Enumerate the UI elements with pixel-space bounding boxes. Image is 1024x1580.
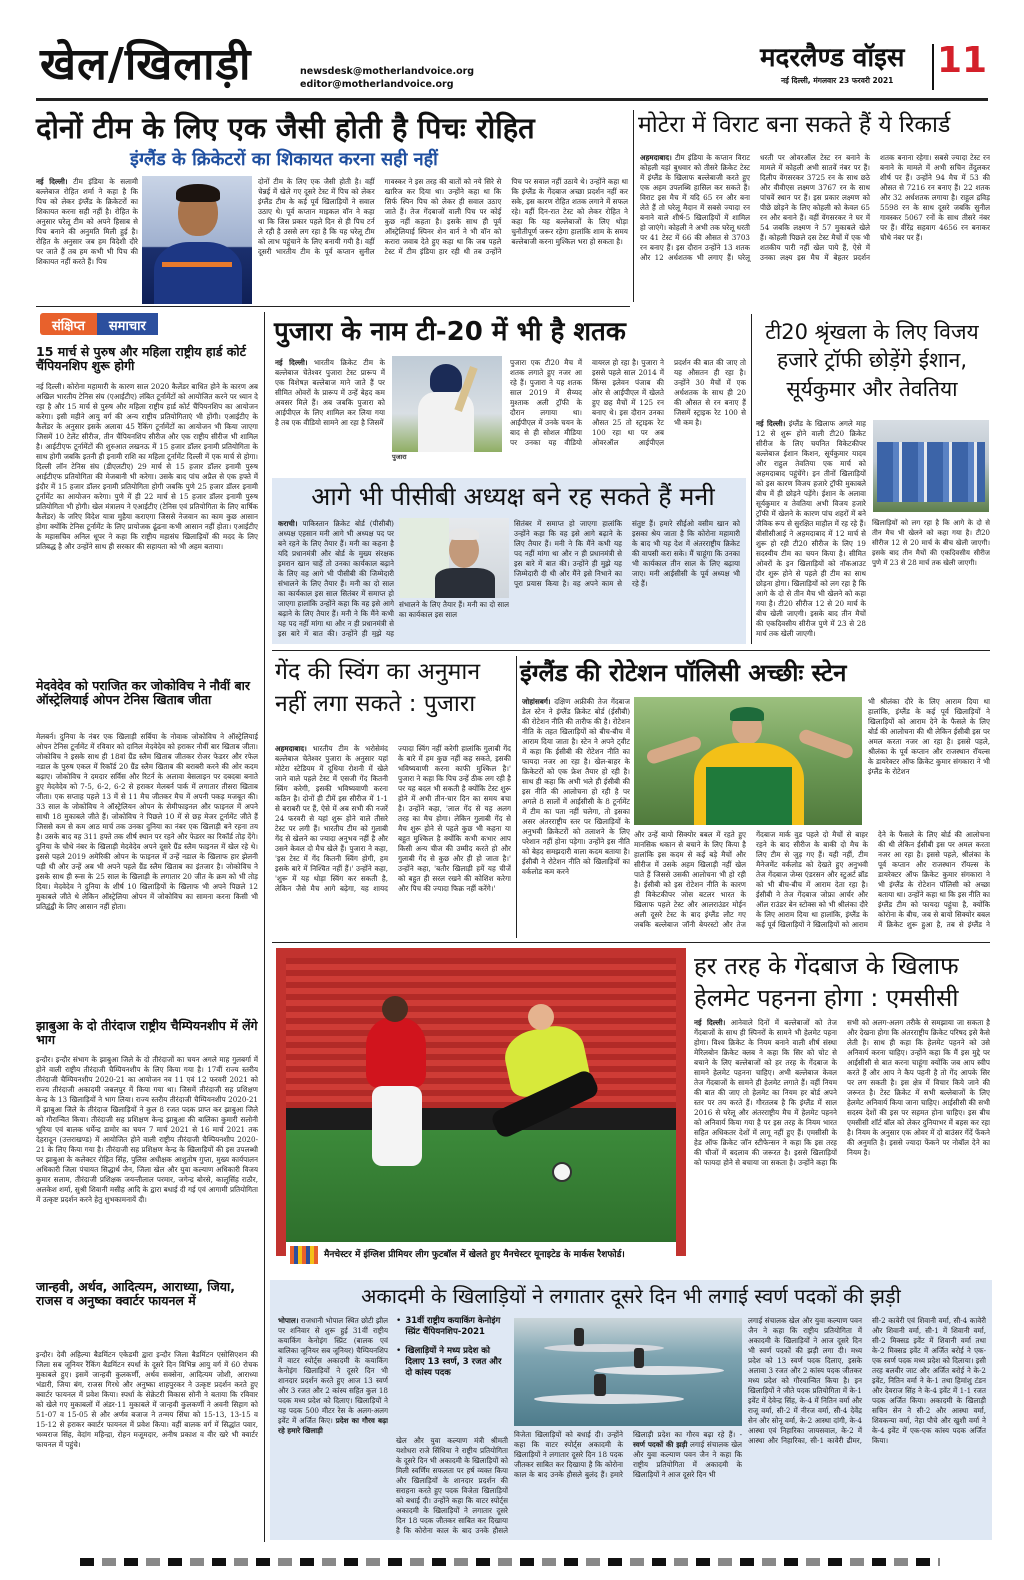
rule-rohit-bottom [36,306,630,307]
brief-4-body: इन्दौर। देवी अहिल्या बैडमिंटन एकेडमी द्वारा इन्दौर जिला बैडमिंटन एसोसिएशन की जिला सब जूनियर रैंकिंग बैडमिंटन स्पर्धा के दूसरे दिन विभिन्न आयु वर्ग में 60 रोचक मुकाबले हुए। इसमें जान्हवी कुलकर्णी, अर्थव सक्सेना, आदित्यम जोशी, आराध्या भंडारी, जिया बंग, राजस गिरधे और अनुष्का शाहपुरकर ने उत्कृष्ट प्रदर्शन करते हुए क्वार्टर फायनल में प्रवेश किया। स्पर्धा के सेक्रेटरी विकास सोनी ने बताया कि रविवार को खेले गए मुकाबलों में अंडर-11 मुकाबले में जान्हवी कुलकर्णी ने अवनी सिहाग को 51-07 व 15-05 से और अर्णव बजाज ने तन्मय सिंघा को 15-13, 13-15 व 15-12 से हराकर क्वार्टर फायनल में प्रवेश किया। वहीं बालक वर्ग में सिद्धांत पवार, भव्यराज सिंह, वेदांग महिन्द्रा, रोहन मजूमदार, अनीष प्रकाश व वीर खरे भी क्वार्टर फायनल में पहुंचे। [36,1350,258,1449]
header-divider [932,44,934,90]
brief-3-title: झाबुआ के दो तीरंदाज राष्ट्रीय चैम्पियनशीप में लेंगे भाग [36,1018,258,1048]
mani-headline: आगे भी पीसीबी अध्यक्ष बने रह सकते हैं मनी [311,482,715,511]
steyn-body2: और उन्हें बायो सिक्योर बबल में रहते हुए मानसिक थकान से बचाने के लिए किया है हालांकि इस कदम से कई बड़े मैचों और सीरीज में उसके अहम खिलाड़ी नहीं खेल पाते हैं जिससे उसकी आलोचना भी हो रही है। ईसीबी को इस रोटेशन नीति के कारण ही विकेटकीपर जोस बटलर भारत के खिलाफ पहले टेस्ट और आलराउंडर मोईन अली दूसरे टेस्ट के बाद इंग्लैंड लौट गए जबकि बल्लेबाज जॉनी बेयरस्टो और तेज गेंदबाज मार्क वुड पहले दो मैचों से बाहर रहने के बाद सीरीज के बाकी दो मैच के लिए टीम से जुड़ गए हैं। यही नहीं, टीम मैनेजमेंट वर्कलोड को देखते हुए अनुभवी तेज गेंदबाज जेम्स एंडरसन और स्टुअर्ट ब्रॉड को भी बीच-बीच में आराम देता रहा है। ईसीबी ने तेज गेंदबाज जोफ्रा आर्चर और ऑल राउंडर बेन स्टोक्स को भी श्रीलंका दौरे के लिए आराम दिया था हालांकि, इंग्लैंड के कई पूर्व खिलाड़ियों ने खिलाड़ियों को आराम देने के फैसले के लिए बोर्ड की आलोचना की थी लेकिन ईसीबी इस पर अमल करता नजर आ रहा है। इससे पहले, श्रीलंका के पूर्व कप्तान और राजस्थान रॉयल्स के डायरेक्टर ऑफ क्रिकेट कुमार संगकारा ने भी इंग्लैंड के रोटेशन पॉलिसी को अच्छा बताया था। उन्होंने कहा था कि इस नीति का इंग्लैंड टीम को फायदा पहुंचा है, क्योंकि कोरोना के बीच, जब से बायो सिक्योर बबल में क्रिकेट शुरू हुआ है, तब से इंग्लैंड ने [634,830,990,929]
swing-body: अहमदाबाद। भारतीय टीम के भरोसेमंद बल्लेबाज चेतेश्वर पुजारा के अनुसार यहां मोटेरा स्टेडियम में दूधिया रोशनी में खेले जाने वाले पहले टेस्ट में एसजी गेंद कितनी स्विंग करेगी, इसकी भविष्यवाणी करना कठिन है। दोनों ही टीमें इस सीरीज में 1-1 से बराबरी पर हैं, ऐसे में अब सभी की नजरें 24 फरवरी से यहां शुरू होने वाले तीसरे टेस्ट पर लगी हैं। भारतीय टीम को गुलाबी गेंद से खेलने का ज्यादा अनुभव नहीं है और उसने केवल दो मैच खेले हैं। पुजारा ने कहा, 'इस टेस्ट में गेंद कितनी स्विंग होगी, हम इसके बारे में निश्चित नहीं हैं।' उन्होंने कहा, 'शुरू में यह थोड़ा स्विंग कर सकती है, लेकिन जैसे मैच आगे बढ़ेगा, यह शायद ज्यादा स्विंग नहीं करेगी हालांकि गुलाबी गेंद के बारे में हम कुछ नहीं कह सकते, इसकी भविष्यवाणी करना काफी मुश्किल है।' पुजारा ने कहा कि पिच उन्हें ठीक लग रही है पर यह बदल भी सकती है क्योंकि टेस्ट शुरू होने में अभी तीन-चार दिन का समय बचा है। उन्होंने कहा, 'लाल गेंद से यह अलग तरह का मैच होगा। लेकिन गुलाबी गेंद से मैच शुरू होने से पहले कुछ भी कहना या बहुत मुश्किल है क्योंकि कभी कभार आप किसी अन्य चीज की उम्मीद करते हो और गुलाबी गेंद से कुछ और ही हो जाता है।' उन्होंने कहा, 'बतौर खिलाड़ी हमें यह चीजें को बहुत ही सरल रखने की कोशिश करेगा और पिच की ज्यादा फिक्र नहीं करेंगे।' [275,744,511,893]
brief-2-body: मेलबर्न। दुनिया के नंबर एक खिलाड़ी सर्बिया के नोवाक जोकोविच ने ऑस्ट्रेलियाई ओपन टेनिस टूर्नामेंट में रविवार को दानिल मेदवेदेव को हराकर नौवीं बार खिताब जीता। जोकोविच ने इसके साथ ही 18वां ग्रैंड स्लैम खिताब जीतकर रोजर फेडरर और रफेल नडाल के पुरुष एकल में रिकॉर्ड 20 ग्रैंड स्लैम खिताब की बराबरी करने की ओर कदम बढ़ाए। जोकोविच ने दमदार सर्विस और रिटर्न के अलावा बेसलाइन पर दबदबा बनाते हुए मेदवेदेव को 7-5, 6-2, 6-2 से हराकर मेलबर्न पार्क में लगातार तीसरा खिताब जीता। एक सप्ताह पहले 13 में से 11 मैच जीतकर मैच में अपनी पकड़ मजबूत की। 33 साल के जोकोविच ने ऑस्ट्रेलियन ओपन के सेमीफाइनल और फाइनल में अपने साथी 18 मुकाबले जीते हैं। जोकोविच ने पिछले 10 में से छह मेजर टूर्नामेंट जीते हैं जिससे कम से कम आठ मार्च तक उनका दुनिया का नंबर एक खिलाड़ी बने रहना तय है। उसके बाद वह 311 हफ्ते तक शीर्ष स्थान पर रहने और फेडरर का रिकॉर्ड तोड़ देंगे। दुनिया के चौथे नंबर के खिलाड़ी मेदवेदेव अपने दूसरे ग्रैंड स्लैम फाइनल में खेल रहे थे। इससे पहले 2019 अमेरिकी ओपन के फाइनल में उन्हें नडाल के खिलाफ हार झेलनी पड़ी थी और उन्हें अब भी अपने पहले ग्रैंड स्लैम खिताब का इंतजार है। जोकोविच ने इसके साथ ही रूस के 25 साल के खिलाड़ी के लगातार 20 जीत के क्रम को भी तोड़ दिया। मेदवेदेव ने दुनिया के शीर्ष 10 खिलाड़ियों के खिलाफ भी अपने पिछले 12 मुकाबले जीते थे लेकिन ऑस्ट्रेलिया ओपन में जोकोविच का सामना करना किसी भी प्रतिद्वंद्वी के लिए आसान नहीं होता। [36,732,258,911]
players-group [877,442,985,502]
kayak-3 [534,1394,684,1404]
edition-date: नई दिल्ली, मंगलवार 23 फरवरी 2021 [781,76,894,85]
mani-body3: सितंबर में समाप्त हो जाएगा हालांकि उन्होंने कहा कि वह इसे आगे बढ़ाने के लिए तैयार हैं। मनी ने कि मैंने कभी यह पद नहीं मांगा था और न ही प्रधानमंत्री से इस बारे में बात की। उन्होंने ही मुझे यह जिम्मेदारी दी थी और मैंने इसे निभाने का पूरा प्रयास किया है। वह अपने काम से संतुष्ट हैं। हमारे सीईओ वसीम खान को इसका श्रेय जाता है कि कोरोना महामारी के बाद भी यह देश में अंतरराष्ट्रीय क्रिकेट की वापसी करा सके। मैं चाहूंगा कि उनका भी कार्यकाल तीन साल के लिए बढ़ाया जाए। मनी आईसीसी के पूर्व अध्यक्ष भी रहे हैं। [514,519,740,588]
mani-suit [435,568,495,598]
helmet-headline: हर तरह के गेंदबाज के खिलाफ हेलमेट पहनना होगा : एमसीसी [694,952,959,1013]
rohit-headline: दोनों टीम के लिए एक जैसी होती है पिचः रोहित [36,111,535,145]
academy-sub1: प्रदेश का गौरव बढ़ा रहे हमारे खिलाड़ी [278,1416,388,1435]
rohit-hair [176,184,220,202]
brief-3-body: इन्दौर। इन्दौर संभाग के झाबुआ जिले के दो तीरंदाजों का चयन अगले माह गुलबर्गा में होने वाली राष्ट्रीय तीरंदाजी चैम्पियनशीप के लिए किया गया है। 17वीं राज्य स्तरीय तीरंदाजी चैम्पियनशीप 2020-21 का आयोजन नव 11 एवं 12 फरवरी 2021 को राज्य तीरंदाजी अकादमी जबलपुर में किया गया था। जिसमें तीरंदाजी सह प्रशिक्षण केन्द्र के 13 खिलाड़ियों ने भाग लिया। राज्य स्तरीय तीरंदाजी चैम्पियनशीप 2020-21 में झाबुआ जिले के तीरंदाज खिलाड़ियों ने कुल 8 रजत पदक प्राप्त कर झाबुआ जिले को गौरान्वित किया। तीरंदाजी सह प्रशिक्षण केन्द्र झाबुआ की बालिका कुमारी सलोनी भूरिया एवं बालक धर्मेन्द्र डामोर का चयन 7 मार्च 2021 से 16 मार्च 2021 तक देहरादून (उत्तराखण्ड) में आयोजित होने वाली राष्ट्रीय तीरंदाजी चैम्पियनशीप 2020-21 के लिए किया गया है। तीरंदाजी सह प्रशिक्षण केन्द्र के खिलाड़ियों की इस उपलब्धी पर झाबुआ के कलेक्टर रोहित सिंह, पुलिस अधीक्षक आशुतोष गुप्ता, मुख्य कार्यपालन अधिकारी जिला पंचायत सिद्धार्थ जैन, जिला खेल और युवा कल्याण अधिकारी विजय कुमार सलाम, तीरंदाजी प्रशिक्षक जयन्तीलाल परमार, जगेन्द्र बोरसे, कालूसिंह राठौर, अलकेश शर्मा, सुश्री शिवानी मसीह आदि के द्वारा बधाई दी गई एवं आगामी प्रतियोगिता में उत्कृष्ट प्रदर्शन करने हेतु शुभकामनायें दी। [36,1055,258,1204]
rohit-body: दोनों टीम के लिए एक जैसी होती है। वहीं चेन्नई में खेले गए दूसरे टेस्ट में पिच को लेकर इंग्लैंड टीम के कई पूर्व खिलाड़ियों ने सवाल उठाए थे। पूर्व कप्तान माइकल वॉन ने कहा था कि जिस प्रकार पहले दिन से ही पिच टर्न ले रही है उससे लग रहा है कि यह घरेलू टीम को लाभ पहुंचाने के लिए बनायी गयी है। वहीं दूसरी भारतीय टीम के पूर्व कप्तान सुनील गावस्कर ने इस तरह की बातों को नये सिरे से खारिज कर दिया था। उन्होंने कहा था कि सिर्फ स्पिन पिच को लेकर ही सवाल उठाए जाते हैं। तेज गेंदबाजों वाली पिच पर कोई कुछ नहीं कहता है। इसके साथ ही पूर्व ऑस्ट्रेलियाई स्पिनर शेन वार्न ने भी वॉन को करारा जवाब देते हुए कहा था कि जब पहले टेस्ट में टीम इंडिया हार रही थी तब उन्होंने पिच पर सवाल नहीं उठाये थे। उन्होंने कहा था कि इंग्लैंड के गेंदबाज अच्छा प्रदर्शन नहीं कर सके, इस कारण रोहित शतक लगाने में सफल रहे। वहीं दिन-रात टेस्ट को लेकर रोहित ने कहा कि यह बल्लेबाजों के लिए थोड़ा चुनौतीपूर्ण जरूर रहेगा हालांकि शाम के समय बल्लेबाजी करना मुश्किल भरा हो सकता है। [258,177,628,256]
virat-headline: मोटेरा में विराट बना सकते हैं ये रिकार्ड [638,112,951,138]
rule-swing-right [516,656,517,938]
player-red [366,1018,426,1088]
ishan-photo [873,420,989,512]
player-yellow-head [528,1004,554,1030]
academy-bullet-1: • 31वीं राष्ट्रीय कयाकिंग केनोइंग स्प्रिंट चैंपियनशिप-2021 [396,1316,501,1337]
brief-label-part1: संक्षिप्त [40,313,97,335]
academy-body2: लगाई संचालक खेल और युवा कल्याण पवन जैन ने कहा कि राष्ट्रीय प्रतियोगिता में अकादमी के खिलाड़ियों ने आज दूसरे दिन भी स्वर्ण पदकों की झड़ी लगा दी। मध्य प्रदेश को 13 स्वर्ण पदक दिलाए, इसके अलावा 3 रजत और 2 कांस्य पदक जीतकर मध्य प्रदेश को गौरवान्वित किया है। इन खिलाड़ियों ने जीते पदक प्रतियोगिता में के-1 इवेंट में देवेन्द्र सिंह, के-4 में नितिन वर्मा और राजू वर्मा, सी-2 में नीरज वर्मा, सी-4 देवेंद्र सेन और सोनू वर्मा, के-2 आस्था दांगी, के-4 आस्था एवं निहारिका जायसवाल, के-2 में आस्था और निहारिका, सी-1 कावेरी ढीमर, सी-2 कावेरी एवं शिवानी वर्मा, सी-4 कावेरी और शिवानी वर्मा, सी-1 में शिवानी वर्मा, सी-2 मिक्सड इवेंट में शिवानी वर्मा तथा के-2 मिक्सड इवेंट में अर्जित बरोई ने एक-एक स्वर्ण पदक मध्य प्रदेश को दिलाया। इसी तरह बलवीर जाट और अर्जित बरोई ने के-2 इवेंट, नितिन वर्मा ने के-1 तथा हिमांशु टंडन और देवराज सिंह ने के-4 इवेंट में 1-1 रजत पदक अर्जित किया। अकादमी के खिलाड़ी सचिन सेन ने सी-2 और आस्था वर्मा, शिवकन्या वर्मा, नेहा पौचे और खुशी वर्मा ने के-4 इवेंट में एक-एक कांस्य पदक अर्जित किया। [748,1316,986,1445]
ishan-body2: खिलाड़ियों को लग रहा है कि आगे के दो से तीन मैच भी खेलने को कहा गया है। टी20 सीरीज 12 से 20 मार्च के बीच खेली जाएगी। इसके बाद तीन मैचों की एकदिवसीय सीरीज पुणे में 23 से 28 मार्च तक खेली जाएगी। [872,519,990,567]
academy-body1: भोपाल। राजधानी भोपाल स्थित छोटी झील पर शनिवार से शुरू हुई 31वीं राष्ट्रीय कयाकिंग केनोइंग स्प्रिंट (बालक एवं बालिका जूनियर सब जूनियर) चैम्पियनशिप में वाटर स्पोर्ट्स अकादमी के कयाकिंग केनोइंग खिलाड़ियों ने दूसरे दिन भी शानदार प्रदर्शन करते हुए आज 13 स्वर्ण और 3 रजत और 2 कांस्य सहित कुल 18 पदक मध्य प्रदेश को दिलाए। खिलाड़ियों ने यह पदक 500 मीटर रेस के अलग-अलग इवेंट में अर्जित किए। प्रदेश का गौरव बढ़ा रहे हमारे खिलाड़ी [278,1316,388,1435]
player-red-head [382,996,408,1022]
rule-mid-1 [272,650,990,651]
pujara-headline: पुजारा के नाम टी-20 में भी है शतक [274,317,626,347]
brief-label-part2: समाचार [97,313,158,335]
pujara-photo [392,356,502,452]
ishan-body1: नई दिल्ली। इंग्लैंड के खिलाफ अगले माह 12 से शुरू होने वाली टी20 क्रिकेट सीरीज के लिए चयनित विकेटकीपर बल्लेबाज ईशान किशन, सूर्यकुमार यादव और राहुल तेवतिया एक मार्च को अहमदाबाद पहुंचेंगे। इन तीनों खिलाड़ियों को इस कारण विजय हजारे ट्रॉफी मुकाबले बीच में ही छोड़ने पड़ेंगे। ईशान के अलावा सूर्यकुमार व तेवतिया अभी विजय हजारे ट्रॉफी में खेलने के कारण पांच शहरों में बने जैविक रूप से सुरक्षित माहौल में रह रहे हैं। बीसीसीआई ने अहमदाबाद में 12 मार्च से शुरू हो रही टी20 सीरीज के लिए 19 सदस्यीय टीम का चयन किया है। सीमित ओवरों के इन खिलाड़ियों को नॉकआउट दौर शुरू होने से पहले ही टीम का साथ छोड़ना होगा। खिलाड़ियों को लग रहा है कि आगे के दो से तीन मैच भी खेलने को कहा गया है। टी20 सीरीज 12 से 20 मार्च के बीच खेली जाएगी। इसके बाद तीन मैचों की एकदिवसीय सीरीज पुणे में 23 से 28 मार्च तक खेली जाएगी। [756,419,866,638]
paddler-2 [634,1348,644,1368]
rohit-intro: नई दिल्ली। टीम इंडिया के सलामी बल्लेबाज रोहित शर्मा ने कहा है कि पिच को लेकर इंग्लैंड के क्रिकेटरों का शिकायत करना सही नहीं है। रोहित के अनुसार घरेलू टीम को अपने हिसाब से पिच बनाने की अनुमति मिली हुई है। रोहित के अनुसार जब हम विदेशी दौरे पर जाते हैं तब हम कभी भी पिच की शिकायत नहीं करते हैं। पिच [36,177,138,266]
swing-headline: गेंद की स्विंग का अनुमान नहीं लगा सकते : पुजारा [275,659,481,718]
bullet-dot-1: • [396,1316,402,1326]
pujara-body2: पुजारा एक टी20 मैच में शतक लगाते हुए नजर आ रहे हैं। पुजारा ने यह शतक साल 2019 में सैय्यद मुश्ताक अली ट्रॉफी के दौरान लगाया था। आईपीएल में उनके चयन के बाद से ही सोशल मीडिया पर उनका यह वीडियो वायरल हो रहा है। पुजारा ने इससे पहले साल 2014 में किंग्स इलेवन पंजाब की ओर से आईपीएल में खेलते हुए छह मैचों में 125 रन बनाए थे। इस दौरान उनका औसत 25 तो स्ट्राइक रेट 100 रहा था पर अब ओवरऑल आईपीएल प्रदर्शन की बात की जाए तो यह औसतन ही रहा है। उन्होंने 30 मैचों में एक अर्धशतक के साथ ही 20 की औसत से रन बनाए हैं जिसमें स्ट्राइक रेट 100 से भी कम है। [510,358,746,447]
email-newsdesk[interactable]: newsdesk@motherlandvoice.org [300,66,475,77]
brief-label [40,313,248,335]
pitch-grass [286,1130,676,1246]
mani-body2: संभालने के लिए तैयार हैं। मनी का दो साल का कार्यकाल इस साल [399,600,509,619]
brief-2-title: मेदवेदेव को पराजित कर जोकोविच ने नौवीं बार ऑस्ट्रेलियाई ओपन टेनिस खिताब जीता [36,678,251,708]
academy-body1b: खेल और युवा कल्याण मंत्री श्रीमती यशोधरा राजे सिंधिया ने राष्ट्रीय प्रतियोगिता के दूसरे दिन भी अकादमी के खिलाड़ियों को मिली स्वर्णिम सफलता पर हर्ष व्यक्त किया और खिलाड़ियों के शानदार प्रदर्शन की सराहना करते हुए पदक विजेता खिलाड़ियों को बधाई दी। उन्होंने कहा कि वाटर स्पोर्ट्स अकादमी के खिलाड़ियों ने लगातार दूसरे दिन 18 पदक जीतकर साबित कर दिखाया है कि कोरोना काल के बाद उनके हौसले [396,1436,508,1534]
pujara-body1: नई दिल्ली। भारतीय क्रिकेट टीम के बल्लेबाज चेतेश्वर पुजारा टेस्ट प्रारूप में एक विशेषज्ञ बल्लेबाज माने जाते हैं पर सीमित ओवरों के प्रारूप में उन्हें बेहद कम अवसर मिले हैं। अब जबकि पुजारा को आईपीएल के लिए शामिल कर लिया गया है तब एक वीडियो सामने आ रहा है जिसमें [275,358,385,427]
academy-sub2: स्वर्ण पदकों की झड़ी [633,1440,688,1449]
academy-headline: अकादमी के खिलाड़ियों ने लगातार दूसरे दिन भी लगाई स्वर्ण पदकों की झड़ी [361,1284,901,1308]
academy-body1c: विजेता खिलाड़ियों को बधाई दी। उन्होंने कहा कि वाटर स्पोर्ट्स अकादमी के खिलाड़ियों ने लगातार दूसरे दिन 18 पदक जीतकर साबित कर दिखाया है कि कोरोना काल के बाद उनके हौसले बुलंद हैं। हमारे खिलाड़ी प्रदेश का गौरव बढ़ा रहे हैं। - स्वर्ण पदकों की झड़ी लगाई संचालक खेल और युवा कल्याण पवन जैन ने कहा कि राष्ट्रीय प्रतियोगिता में अकादमी के खिलाड़ियों ने आज दूसरे दिन भी [514,1430,742,1479]
brief-1-title: 15 मार्च से पुरुष और महिला राष्ट्रीय हार्ड कोर्ट चैंपियनशिप शुरू होगी [36,344,246,374]
section-title: खेल/खिलाड़ी [40,39,252,90]
rohit-photo [142,176,252,304]
pujara-helmet [430,364,462,394]
stadium-stands [286,958,676,1108]
brief-1-body: नई दिल्ली। कोरोना महामारी के कारण साल 2020 कैलेंडर बाधित होने के कारण अब अखिल भारतीय टेनिस संघ (एआईटीए) लंबित टूर्नामेंटों को आयोजित करने पर ध्यान दे रहा है और 15 मार्च से पुरुष और महिला राष्ट्रीय हार्ड कोर्ट चैंपियनशिप का आयोजन करेगा। इसी महीने आयु वर्ग की अन्य राष्ट्रीय प्रतियोगिताएं भी होंगी। एआईटीए के कैलेंडर के अनुसार इसके अलावा 45 रैंकिंग टूर्नामेंटों का आयोजन भी किया जाएगा जिसमें 10 टेलेंट सीरीज, तीन चैंपियनशिप सीरीज और एक राष्ट्रीय सीरीज भी शामिल है। आईटीएफ टूर्नामेंटों की शुरुआत लखनऊ में 15 हजार डॉलर इनामी प्रतियोगिता के साथ होगी जबकि इतनी ही इनामी राशि का महिला टूर्नामेंट दिल्ली में एक मार्च से होगा। दिल्ली लॉन टेनिस संघ (डीएलटीए) 29 मार्च से 15 हजार डॉलर इनामी पुरुष आईटीएफ प्रतियोगिता की मेजबानी भी करेगा। उसके बाद पांच अप्रैल से एक हफ्ते में इंदौर में 15 हजार डॉलर इनामी प्रतियोगिता होगी जबकि पुणे 25 हजार डॉलर इनामी टूर्नामेंट का आयोजन करेगा। पुणे में ही 22 मार्च से 15 हजार डॉलर इनामी पुरुष प्रतियोगिता भी होगी। खेल मंत्रालय ने एआईटीए (टेनिस एवं प्रतियोगिता के लिए वार्षिक कैलेंडर) के जरिए विदेश यात्रा मुहैया कराएगा जिससे नेजवान का काम कुछ आसान होगा क्योंकि टेनिस टूर्नामेंट के लिए प्रायोजक ढूंढना कभी आसान नहीं होता। एआईटीए के महासचिव अनिल धूपर ने कहा कि राष्ट्रीय महासंघ खिलाड़ियों की मदद के लिए प्रतिबद्ध है और उन्होंने साथ ही सरकार की सहायता को भी अहम बताया। [36,382,258,551]
rule-virat-left [633,110,634,302]
player-red-legs [372,1086,422,1166]
bullet-dot-2: • [396,1346,402,1356]
football [552,1162,572,1182]
academy-bullet-2: • खिलाड़ियों ने मध्य प्रदेश को दिलाए 13 स्वर्ण, 3 रजत और दो कांस्य पदक [396,1346,502,1378]
masthead [0,0,1024,100]
pujara-caption: पुजारा [392,453,407,461]
football-caption-box [286,1242,676,1268]
football-photo [276,948,686,1256]
paddler-3 [594,1374,606,1396]
steyn-body3: भी श्रीलंका दौरे के लिए आराम दिया था हालांकि, इंग्लैंड के कई पूर्व खिलाड़ियों ने खिलाड़ियों को आराम देने के फैसले के लिए बोर्ड की आलोचना की थी लेकिन ईसीबी इस पर अमल करता नजर आ रहा है। इससे पहले, श्रीलंका के पूर्व कप्तान और राजस्थान रॉयल्स के डायरेक्टर ऑफ क्रिकेट कुमार संगकारा ने भी इंग्लैंड के रोटेशन [868,697,990,776]
steyn-headline: इंग्लैंड की रोटेशन पॉलिसी अच्छीः स्टेन [520,659,847,687]
rule-ishan-left [751,314,752,644]
pitch-ads [286,1108,676,1130]
rohit-jersey-stripe [162,262,232,267]
steyn-photo [634,697,862,825]
rule-mid-2 [272,942,990,943]
kayak-2 [594,1366,724,1375]
steyn-jersey-green [706,767,792,825]
rohit-subheadline: इंग्लैंड के क्रिकेटरों का शिकायत करना सही नहीं [130,149,438,170]
helmet-body: नई दिल्ली। आनेवाले दिनों में बल्लेबाजों को तेज गेंदबाजों के साथ ही स्पिनरों के सामने भी हेलमेट पहना होगा। विश्व क्रिकेट के नियम बनाने वाली शीर्ष संस्था मेरिलबोन क्रिकेट क्लब ने कहा कि सिर को चोट से बचाने के लिए बल्लेबाजों को हर तरह के गेंदबाज के सामने हेलमेट पहनना चाहिए। अभी बल्लेबाज केवल तेज गेंदबाजों के सामने ही हेलमेट लगाते हैं। वहीं नियम की बात की जाए तो हेलमेट का नियम हर बोर्ड अपने स्तर पर तय करते हैं। गौरतलब है कि इंग्लैंड में साल 2016 से घरेलू और अंतरराष्ट्रीय मैच में हेलमेट पहनने को अनिवार्य किया गया है पर इस तरह के नियम भारत सहित अधिकतर देशों में लागू नहीं हुए हैं। एमसीसी के हेड ऑफ क्रिकेट जॉन स्टीफेन्सन ने कहा कि इस तरह की चीजों में बदलाव की जरूरत है। इससे खिलाड़ियों को फायदा होने से बचाया जा सकता है। उन्होंने कहा कि सभी को अलग-अलग तरीके से समझाया जा सकता है और देखना होगा कि अंतरराष्ट्रीय क्रिकेट परिषद इसे कैसे लेती है। साथ ही कहा कि हेलमेट पहनने को उसे अनिवार्य करना चाहिए। उन्होंने कहा कि मैं इस मुद्दे पर आईसीसी से बात करना चाहूंगा क्योंकि जब आप स्वीप करते हैं और आप ने कैप पहनी है तो गेंद आपके सिर पर लग सकती है। इस क्षेत्र में विचार किये जाने की जरूरत है। टेस्ट क्रिकेट में सभी बल्लेबाजों के लिए हेलमेट अनिवार्य किया जाना चाहिए। आईसीसी की सभी सदस्य देशों की इस पर सहमत होना चाहिए। इस बीच एमसीसी शॉर्ट बॉल को लेकर दुनियाभर में बहस कर रहा है। नियम के अनुसार एक ओवर में दो बाउंसर गेंदें फेंकने की अनुमति है। इससे ज्यादा फेंकने पर नोबॉल देने का नियम है। [694,1018,990,1167]
header-rule [36,98,988,101]
steyn-cap [730,707,764,721]
kayak-photo [514,1318,742,1426]
page-number: 11 [937,40,988,81]
steyn-body1: जोहांसबर्ग। दक्षिण अफ्रीकी तेज गेंदबाज डेल स्टेन ने इंग्लैंड क्रिकेट बोर्ड (ईसीबी) की रोटेशन नीति की तारीफ की है। रोटेशन नीति के तहत खिलाड़ियों को बीच-बीच में आराम दिया जाता है। स्टेन ने अपने ट्वीट में कहा कि ईसीबी की रोटेशन नीति का फायदा नजर आ रहा है। खेल-बाहर के क्रिकेटरों को एक फ्रेश तैयार हो रही है। साथ ही कहा कि अभी भले ही ईसीबी की इस नीति की आलोचना हो रही है पर अगले 8 सालों में आईसीसी के 8 टूर्नामेंट में टीम का पता नहीं चलेगा, तो इसका असर अंतरराष्ट्रीय स्तर पर खिलाड़ियों के अनुभवी क्रिकेटरों को तलाशने के लिए परेशान नहीं होना पड़ेगा। उन्होंने इस नीति को बेहद समझदारी वाला कदम बताया है। ईसीबी ने रोटेशन नीति को खिलाड़ियों का वर्कलोड कम करने [522,697,630,876]
rule-left-column [264,312,265,1542]
paddler-1 [574,1328,584,1346]
virat-body: अहमदाबाद। टीम इंडिया के कप्तान विराट कोहली यहां बुधवार को तीसरे क्रिकेट टेस्ट में इंग्लैंड के खिलाफ बल्लेबाजी करते हुए एक अहम उपलब्धि हासिल कर सकते हैं। विराट इस मैच में यदि 65 रन और बना लेते हैं तो घरेलू मैदान में सबसे ज्यादा रन बनाने वाले शीर्ष-5 खिलाड़ियों में शामिल हो जाएंगे। कोहली ने अभी तक घरेलू धरती पर 41 टेस्ट में 66 की औसत से 3703 रन बनाए हैं। इस दौरान उन्होंने 13 शतक और 12 अर्धशतक भी लगाए हैं। घरेलू धरती पर ओवरऑल टेस्ट रन बनाने के मामले में कोहली अभी सातवें नंबर पर हैं। दिलीप वेंगसरकर 3725 रन के साथ छठे और वीवीएस लक्ष्मण 3767 रन के साथ पांचवें स्थान पर हैं। इस प्रकार लक्ष्मण को पीछे छोड़ने के लिए कोहली को केवल 65 रन और बनाने हैं। वहीं वेंगसरकर ने घर में 54 जबकि लक्ष्मण ने 57 मुकाबले खेले हैं। कोहली पिछले दस टेस्ट मैचों में एक भी शतकीय पारी नहीं खेल पाये हैं, ऐसे में उनका लक्ष्य इस मैच में बेहतर प्रदर्शन शतक बनाना रहेगा। सबसे ज्यादा टेस्ट रन बनाने के मामले में अभी सचिन तेंदुलकर शीर्ष पर हैं। उन्होंने 94 मैच में 53 की औसत से 7216 रन बनाए हैं। 22 शतक और 32 अर्धशतक लगाया है। राहुल द्रविड़ 5598 रन के साथ दूसरे जबकि सुनील गावस्कर 5067 रनों के साथ तीसरे नंबर पर हैं। वीरेंद्र सहवाग 4656 रन बनाकर चौथे नंबर पर हैं। [640,153,990,262]
brief-4-title: जान्हवी, अर्थव, आदित्यम, आराध्या, जिया, राजस व अनुष्का क्वार्टर फायनल में [36,1279,236,1309]
steyn-arm-right [797,728,854,760]
mani-hair [449,528,479,540]
print-registration-strip [80,1558,940,1566]
football-caption: मैनचेस्टर में इंग्लिश प्रीमियर लीग फुटबॉल में खेलते हुए मैनचेस्टर यूनाइटेड के मार्कस रैशफोर्ड। [324,1249,625,1260]
kayak-1 [544,1344,664,1352]
email-editor[interactable]: editor@motherlandvoice.org [300,79,454,90]
rohit-jersey [154,242,242,304]
ishan-headline: टी20 श्रृंखला के लिए विजय हजारे ट्रॉफी छोड़ेंगे ईशान, सूर्यकुमार और तेवतिया [765,320,979,401]
paper-name: मदरलैण्ड वॉइस [760,43,905,73]
steyn-arm-left [645,735,703,766]
academy-bullets [396,1316,508,1434]
mani-photo [399,518,509,598]
mani-body1: कराची। पाकिस्तान क्रिकेट बोर्ड (पीसीबी) अध्यक्ष एहसान मनी आगे भी अध्यक्ष पद पर बने रहने के लिए तैयार हैं। मनी का कहना है यदि प्रधानमंत्री और बोर्ड के मुख्य संरक्षक इमरान खान चाहें तो उनका कार्यकाल बढ़ाने के लिए वह आगे भी पीसीबी की जिम्मेदारी संभालने के लिए तैयार हैं। मनी का दो साल का कार्यकाल इस साल सितंबर में समाप्त हो जाएगा हालांकि उन्होंने कहा कि वह इसे आगे बढ़ाने के लिए तैयार हैं। मनी ने कि मैंने कभी यह पद नहीं मांगा था और न ही प्रधानमंत्री से इस बारे में बात की। उन्होंने ही मुझे यह [278,519,394,637]
caption-color-bars [290,1246,318,1264]
